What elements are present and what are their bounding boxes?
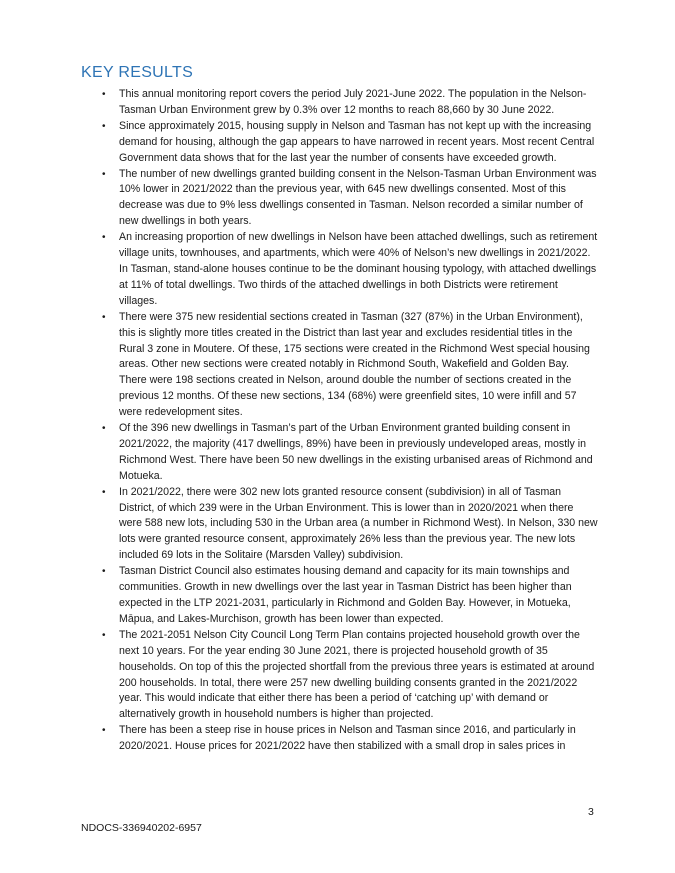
bullet-icon: • [102, 486, 106, 498]
list-item-text: This annual monitoring report covers the period July 2021-June 2022. The population in the Nelson-Tasman Urban Environment grew by 0.3% over 12 months to reach 88,660 by 30 June 2022. [119, 88, 587, 116]
list-item-text: There has been a steep rise in house prices in Nelson and Tasman since 2016, and particularly in 2020/2021. House prices for 2021/2022 have then stabilized with a small drop in sales prices in [119, 724, 576, 753]
list-item [102, 723, 598, 755]
bullet-icon: • [102, 120, 106, 132]
bullet-icon: • [102, 232, 106, 244]
bullet-icon: • [102, 168, 106, 180]
list-item-text: In 2021/2022, there were 302 new lots granted resource consent (subdivision) in all of Tasman District, of which 239 were in the Urban Environment. This is lower than in 2020/2021 when there were 588 new lots, including 530 in the Urban area (a number in Richmond West). In Nelson, 330 new lots were granted resource consent, approximately 26% less than the previous year. The new lots included 69 lots in the Solitaire (Marsden Valley) subdivision. [119, 485, 598, 562]
section-heading: KEY RESULTS [81, 64, 194, 81]
list-item-text: The number of new dwellings granted building consent in the Nelson-Tasman Urban Environment was 10% lower in 2021/2022 than the previous year, with 645 new dwellings consented. Most of this decrease was due to 9% less dwellings consented in Tasman. Nelson recorded a similar number of new dwellings in both years. [119, 167, 597, 228]
list-item-text: Since approximately 2015, housing supply in Nelson and Tasman has not kept up with the increasing demand for housing, although the gap appears to have narrowed in recent years. Most recent Central Government data shows that for the last year the number of consents have exceeded growth. [119, 119, 595, 164]
bullet-icon: • [102, 629, 106, 641]
list-item-text: The 2021-2051 Nelson City Council Long Term Plan contains projected household growth over the next 10 years. For the year ending 30 June 2021, there is projected household growth of 35 households. On top of this the projected shortfall from the previous three years is estimated at around 200 households. In total, there were 257 new dwelling building consents granted in the 2021/2022 year. This would indicate that either there has been a period of ‘catching up’ with demand or alternatively growth in household numbers is higher than projected. [119, 628, 595, 721]
list-item [102, 485, 598, 565]
bullet-icon: • [102, 566, 106, 578]
list-item-text: Of the 396 new dwellings in Tasman’s part of the Urban Environment granted building consent in 2021/2022, the majority (417 dwellings, 89%) have been in previously undeveloped areas, mostly in Richmond West. There have been 50 new dwellings in the existing urbanised areas of Richmond and Motueka. [119, 422, 593, 482]
bullet-icon: • [102, 311, 106, 323]
bullet-icon: • [102, 423, 106, 435]
list-item [102, 167, 598, 231]
list-item [102, 421, 598, 485]
list-item [102, 310, 598, 421]
list-item [102, 564, 598, 628]
list-item [102, 628, 598, 723]
list-item-text: An increasing proportion of new dwellings in Nelson have been attached dwellings, such as retirement village units, townhouses, and apartments, which were 40% of Nelson’s new dwellings in 2021/2022. In Tasman, stand-alone houses continue to be the dominant housing typology, with attached dwellings at 11% of total dwellings. Two thirds of the attached dwellings in both Districts were retirement villages. [119, 231, 598, 307]
document-id: NDOCS-336940202-6957 [81, 822, 202, 834]
list-item [102, 119, 598, 167]
key-results-list [102, 87, 598, 755]
bullet-icon: • [102, 89, 106, 100]
page-number: 3 [588, 806, 594, 818]
list-item [102, 230, 598, 310]
list-item-text: There were 375 new residential sections created in Tasman (327 (87%) in the Urban Environment), this is slightly more titles created in the District than last year and excludes residential titles in the Rural 3 zone in Moutere. Of these, 175 sections were created in the Richmond West special housing areas. Other new sections were created notably in Richmond South, Wakefield and Golden Bay. There were 198 sections created in Nelson, around double the number of sections created in the previous 12 months. Of these new sections, 134 (68%) were greenfield sites, 10 were infill and 57 were redevelopment sites. [119, 310, 590, 419]
list-item [102, 87, 598, 119]
bullet-icon: • [102, 725, 106, 737]
list-item-text: Tasman District Council also estimates housing demand and capacity for its main townships and communities. Growth in new dwellings over the last year in Tasman District has been higher than expected in the LTP 2021-2031, particularly in Richmond and Golden Bay. However, in Motueka, Māpua, and Lakes-Murchison, growth has been lower than expected. [119, 565, 572, 625]
